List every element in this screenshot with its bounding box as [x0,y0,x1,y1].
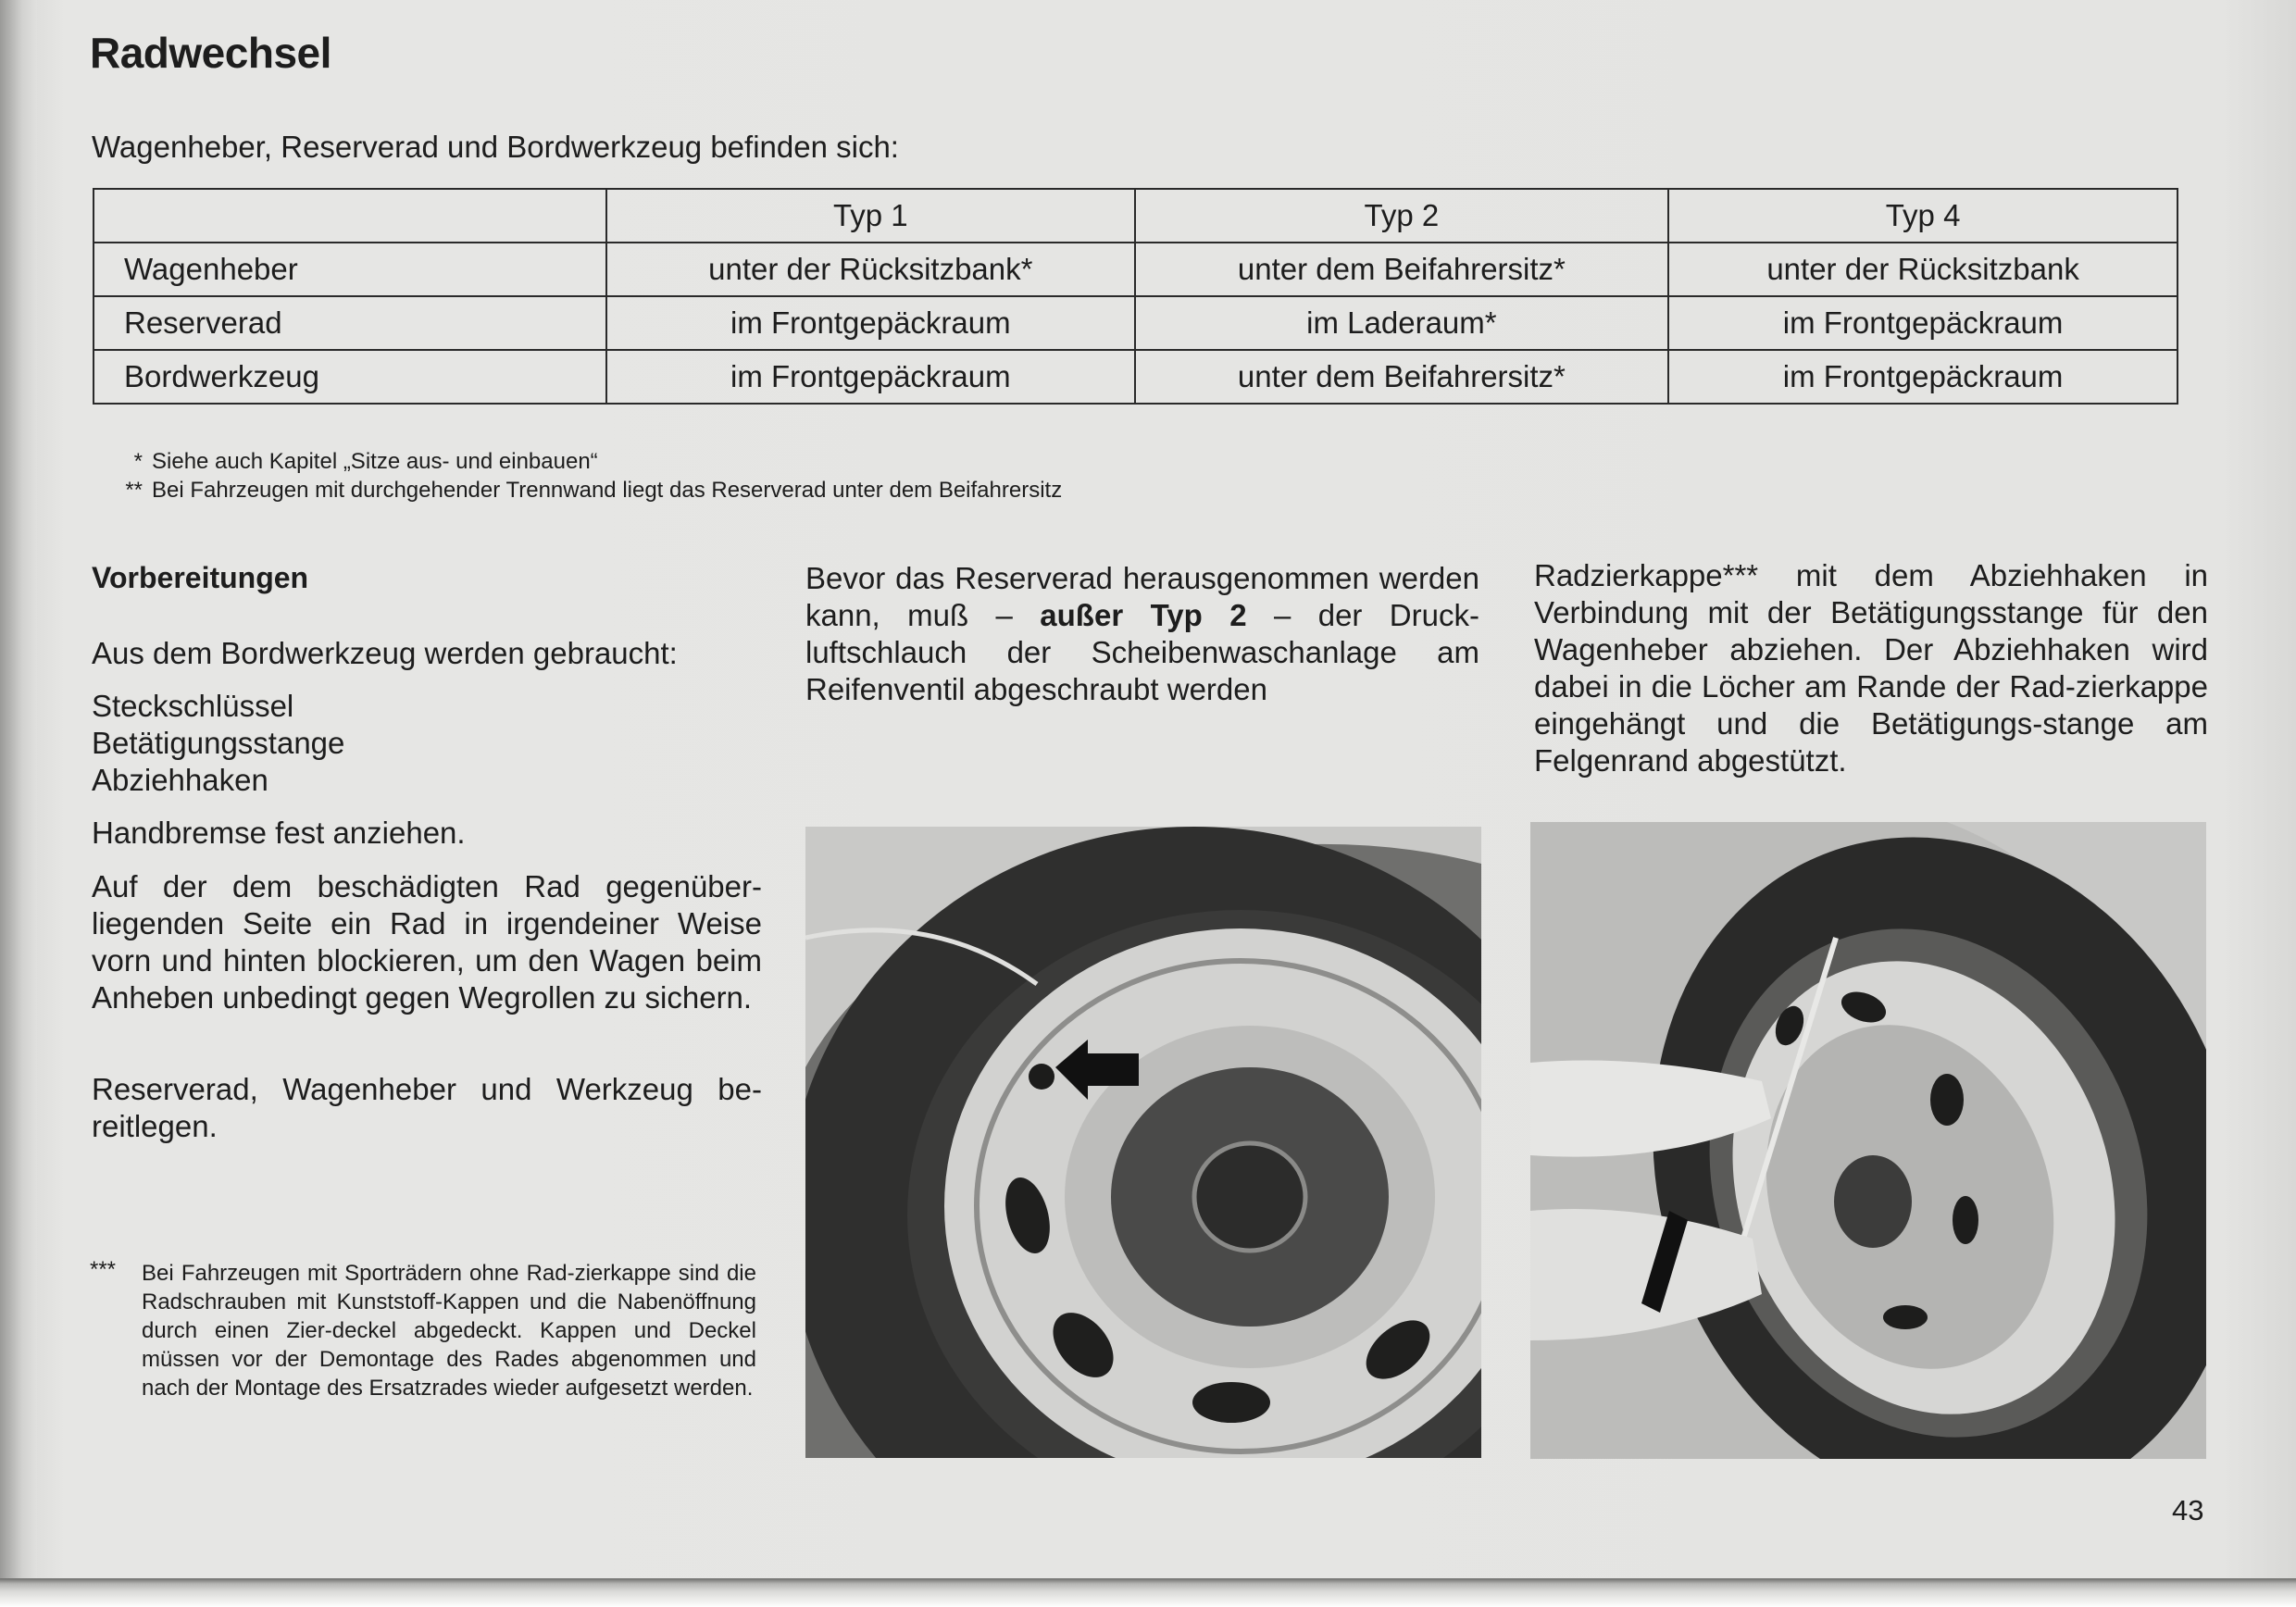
table-cell: im Laderaum* [1135,296,1669,350]
middle-text [805,560,1479,708]
book-spine [0,0,37,1607]
page-number: 43 [2172,1494,2204,1526]
table-header-typ4: Typ 4 [1668,189,2177,243]
tool-item: Betätigungsstange [92,726,345,760]
right-text: Radzierkappe*** mit dem Abziehhaken in Verbindung mit der Betätigungsstange für den Wagenheber abziehen. Der Abziehhaken wird dabei in die Löcher am Rande der Rad-zierkappe eingehängt und die Betätigungs-stange am Felgenrand abgestützt. [1534,558,2208,778]
tools-list [92,688,762,799]
table-cell: im Frontgepäckraum [1668,296,2177,350]
tools-intro: Aus dem Bordwerkzeug werden gebraucht: [92,636,678,670]
table-cell: unter der Rücksitzbank* [606,243,1135,296]
tool-item: Steckschlüssel [92,689,294,723]
spare-wheel-valve-photo [805,827,1481,1458]
location-table [93,188,2178,405]
table-cell: unter dem Beifahrersitz* [1135,243,1669,296]
footnote-text: Siehe auch Kapitel „Sitze aus- und einbauen“ [152,449,598,474]
step-prepare-tools: Reserverad, Wagenheber und Werkzeug be-reitlegen. [92,1072,762,1143]
table-row [94,243,2177,296]
table-row [94,350,2177,404]
middle-text-before: Bevor das Reserverad herausgenommen werden kann, muß – [805,561,1479,632]
footnote-2 [100,478,1062,504]
footnote-1 [100,449,598,475]
spare-wheel-illustration [805,827,1481,1458]
tool-item: Abziehhaken [92,763,268,797]
page-bottom-edge [0,1578,2296,1607]
hubcap-removal-illustration [1530,822,2206,1459]
row-label: Wagenheber [94,243,606,296]
footnote-3 [90,1259,756,1402]
step-block-wheel: Auf der dem beschädigten Rad gegenüber-liegenden Seite ein Rad in irgendeiner Weise vorn und hinten blockieren, um den Wagen beim Anheben unbedingt gegen Wegrollen zu sichern. [92,869,762,1015]
footnote-mark: *** [90,1257,117,1282]
table-header-row [94,189,2177,243]
step-handbrake: Handbremse fest anziehen. [92,816,466,850]
table-cell: unter dem Beifahrersitz* [1135,350,1669,404]
table-cell: im Frontgepäckraum [606,296,1135,350]
footnote-mark: * [133,449,143,474]
middle-text-after: – der Druck-luftschlauch der Scheibenwaschanlage am Reifenventil abgeschraubt werden [805,598,1479,706]
table-cell: im Frontgepäckraum [1668,350,2177,404]
page-title: Radwechsel [90,29,331,77]
row-label: Reserverad [94,296,606,350]
table-row [94,296,2177,350]
hubcap-removal-photo [1530,822,2206,1459]
table-header-empty [94,189,606,243]
table-header-typ1: Typ 1 [606,189,1135,243]
intro-text: Wagenheber, Reserverad und Bordwerkzeug befinden sich: [92,130,899,164]
footnote-mark: ** [125,478,143,503]
middle-text-bold: außer Typ 2 [1040,598,1247,632]
footnote-text: Bei Fahrzeugen mit durchgehender Trennwand liegt das Reserverad unter dem Beifahrersitz [152,478,1063,503]
table-header-typ2: Typ 2 [1135,189,1669,243]
table-cell: unter der Rücksitzbank [1668,243,2177,296]
table-cell: im Frontgepäckraum [606,350,1135,404]
section-heading: Vorbereitungen [92,561,309,594]
footnote-text: Bei Fahrzeugen mit Sporträdern ohne Rad-zierkappe sind die Radschrauben mit Kunststoff-Kappen und die Nabenöffnung durch einen Zier-deckel abgedeckt. Kappen und Deckel müssen vor der Demontage des Rades abgenommen und nach der Montage des Ersatzrades wieder aufgesetzt werden. [142,1261,756,1401]
row-label: Bordwerkzeug [94,350,606,404]
